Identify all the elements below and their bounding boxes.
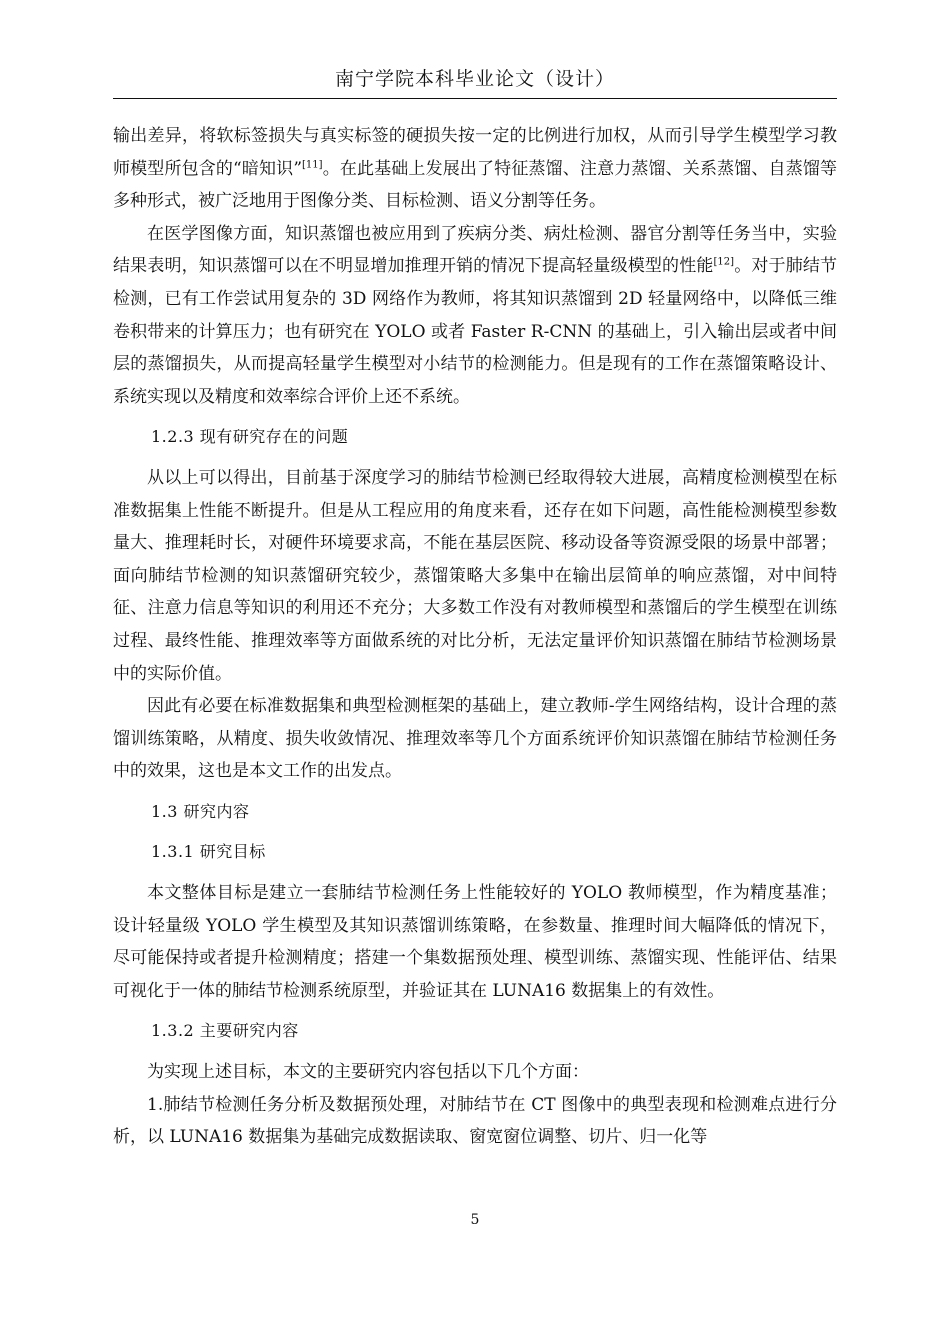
paragraph-intro: 为实现上述目标，本文的主要研究内容包括以下几个方面： [147,1062,589,1083]
section-heading: 1.3.2 主要研究内容 [151,1021,299,1041]
paragraph-goals: 本文整体目标是建立一套肺结节检测任务上性能较好的 YOLO 教师模型，作为精度基准；设计轻量级 YOLO 学生模型及其知识蒸馏训练策略，在参数量、推理时间大幅降低的情况下，尽可能保持或者提升检测精度；搭建一个集数据预处理、模型训练、蒸馏实现、性能评估、结果可视化于一体的肺结节检测系统原型，并验证其在 LUNA16 数据集上的有效性。 [113,883,837,1001]
paragraph-text: 输出差异，将软标签损失与真实标签的硬损失按一定的比例进行加权，从而引导学生模型学习教师模型所包含的“暗知识” [113,126,837,179]
page-header-title: 南宁学院本科毕业论文（设计） [334,68,615,90]
section-heading: 1.3.1 研究目标 [151,842,266,862]
paragraph-medical-imaging [113,218,837,414]
document-body [113,120,837,1154]
page-number: 5 [470,1212,480,1228]
citation-ref: [12] [713,256,735,268]
paragraph-item-1: 1.肺结节检测任务分析及数据预处理，对肺结节在 CT 图像中的典型表现和检测难点进行分析，以 LUNA16 数据集为基础完成数据读取、窗宽窗位调整、切片、归一化等 [113,1094,837,1148]
header-divider [113,98,837,99]
paragraph-text: 。对于肺结节检测，已有工作尝试用复杂的 3D 网络作为教师，将其知识蒸馏到 2D 轻量网络中，以降低三维卷积带来的计算压力；也有研究在 YOLO 或者 Faster R-CNN 的基础上，引入输出层或者中间层的蒸馏损失，从而提高轻量学生模型对小结节的检测能力。但是现有的工作在蒸馏策略设计、系统实现以及精度和效率综合评价上还不系统。 [113,256,838,407]
paragraph-continued [113,120,837,218]
paragraph-motivation: 因此有必要在标准数据集和典型检测框架的基础上，建立教师-学生网络结构，设计合理的蒸馏训练策略，从精度、损失收敛情况、推理效率等几个方面系统评价知识蒸馏在肺结节检测任务中的效果，这也是本文工作的出发点。 [113,696,837,782]
paragraph-text: 在医学图像方面，知识蒸馏也被应用到了疾病分类、病灶检测、器官分割等任务当中，实验结果表明，知识蒸馏可以在不明显增加推理开销的情况下提高轻量级模型的性能 [113,223,837,277]
section-heading: 1.2.3 现有研究存在的问题 [151,427,349,447]
paragraph-problems: 从以上可以得出，目前基于深度学习的肺结节检测已经取得较大进展，高精度检测模型在标准数据集上性能不断提升。但是从工程应用的角度来看，还存在如下问题，高性能检测模型参数量大、推理耗时长，对硬件环境要求高，不能在基层医院、移动设备等资源受限的场景中部署；面向肺结节检测的知识蒸馏研究较少，蒸馏策略大多集中在输出层简单的响应蒸馏，对中间特征、注意力信息等知识的利用还不充分；大多数工作没有对教师模型和蒸馏后的学生模型在训练过程、最终性能、推理效率等方面做系统的对比分析，无法定量评价知识蒸馏在肺结节检测场景中的实际价值。 [113,467,837,684]
citation-ref: [11] [302,158,323,170]
section-heading: 1.3 研究内容 [151,801,250,821]
paragraph-text: 。在此基础上发展出了特征蒸馏、注意力蒸馏、关系蒸馏、自蒸馏等多种形式，被广泛地用于图像分类、目标检测、语义分割等任务。 [113,158,837,212]
